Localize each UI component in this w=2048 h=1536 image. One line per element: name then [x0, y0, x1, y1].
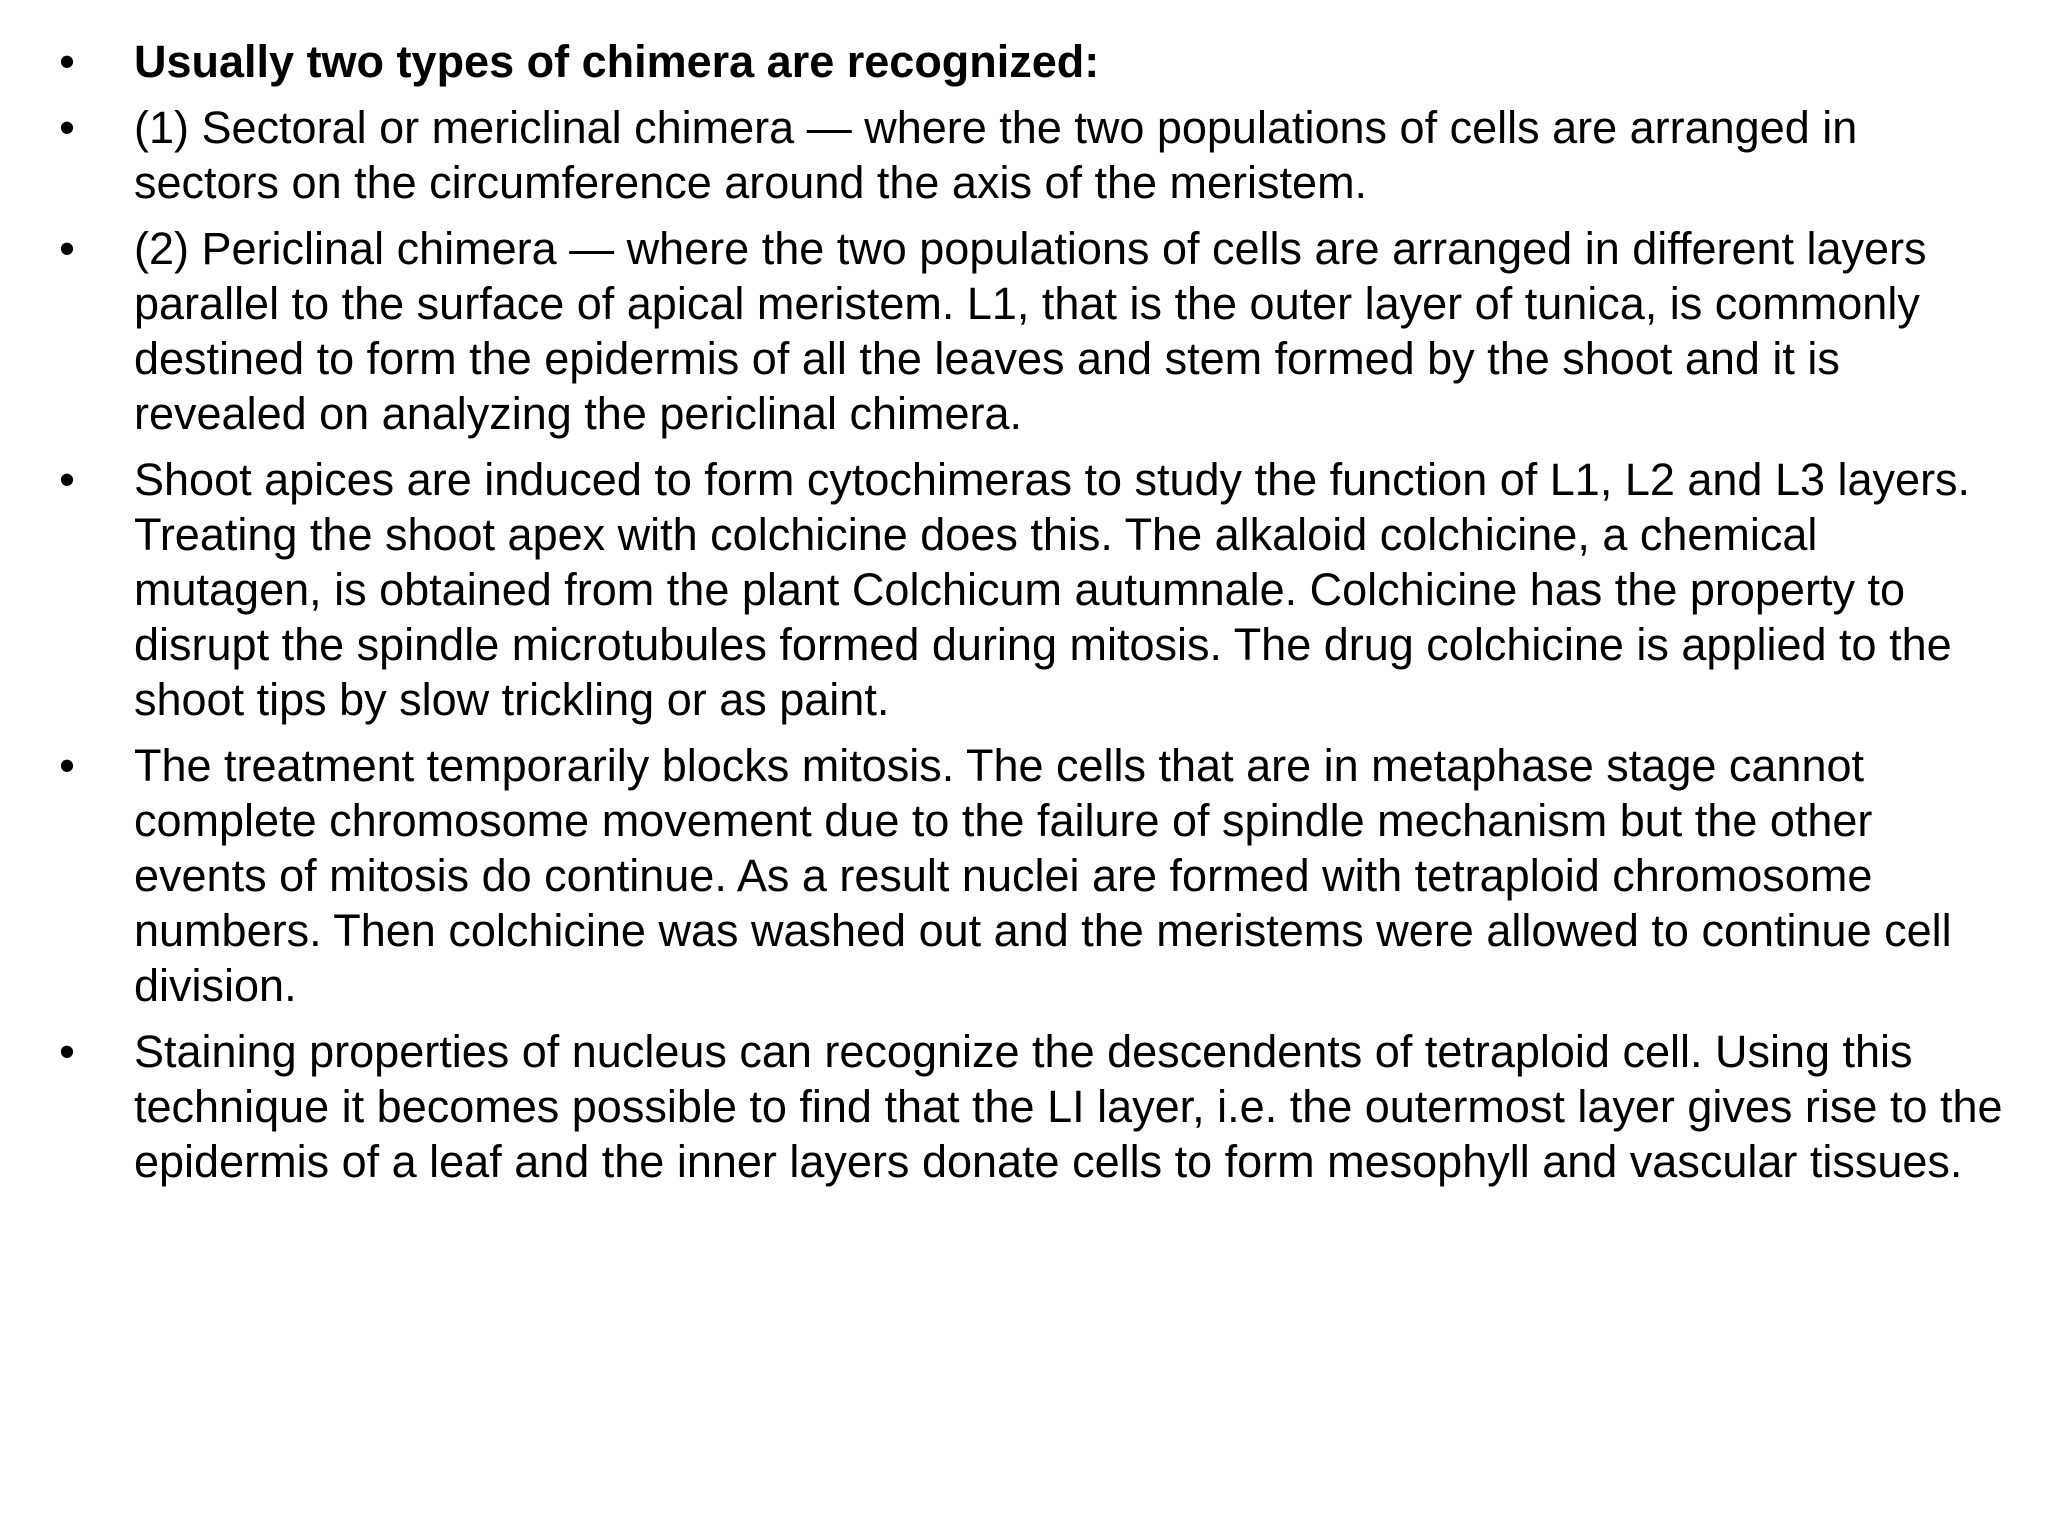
bullet-dot-icon: •: [59, 102, 75, 153]
bullet-item-6: [52, 1024, 2012, 1189]
bullet-text-sectoral-chimera: (1) Sectoral or mericlinal chimera — where the two populations of cells are arranged in sectors on the circumference around the axis of the meristem.: [134, 102, 1858, 208]
bullet-text-treatment: The treatment temporarily blocks mitosis. The cells that are in metaphase stage cannot complete chromosome movement due to the failure of spindle mechanism but the other events of mitosis do continue. As a result nuclei are formed with tetraploid chromosome numbers. Then colchicine was washed out and the meristems were allowed to continue cell division.: [134, 740, 1952, 1011]
bullet-text-cytochimeras: Shoot apices are induced to form cytochimeras to study the function of L1, L2 and L3 layers. Treating the shoot apex with colchicine does this. The alkaloid colchicine, a chemical mutagen, is obtained from the plant Colchicum autumnale. Colchicine has the property to disrupt the spindle microtubules formed during mitosis. The drug colchicine is applied to the shoot tips by slow trickling or as paint.: [134, 454, 1971, 725]
bullet-dot-icon: •: [59, 223, 75, 274]
bullet-dot-icon: •: [59, 740, 75, 791]
bullet-list: [52, 34, 2012, 1200]
bullet-item-3: [52, 221, 2012, 441]
bullet-text-staining: Staining properties of nucleus can recognize the descendents of tetraploid cell. Using this technique it becomes possible to find that the LI layer, i.e. the outermost layer gives rise to the epidermis of a leaf and the inner layers donate cells to form mesophyll and vascular tissues.: [134, 1026, 2003, 1187]
bullet-item-5: [52, 738, 2012, 1013]
bullet-text-periclinal-chimera: (2) Periclinal chimera — where the two populations of cells are arranged in different layers parallel to the surface of apical meristem. L1, that is the outer layer of tunica, is commonly destined to form the epidermis of all the leaves and stem formed by the shoot and it is revealed on analyzing the periclinal chimera.: [134, 223, 1927, 439]
bullet-dot-icon: •: [59, 454, 75, 505]
bullet-item-2: [52, 100, 2012, 210]
bullet-text-heading: Usually two types of chimera are recognized:: [134, 36, 1100, 87]
bullet-dot-icon: •: [59, 1026, 75, 1077]
bullet-item-4: [52, 452, 2012, 727]
bullet-item-1: [52, 34, 2012, 89]
bullet-dot-icon: •: [59, 36, 75, 87]
